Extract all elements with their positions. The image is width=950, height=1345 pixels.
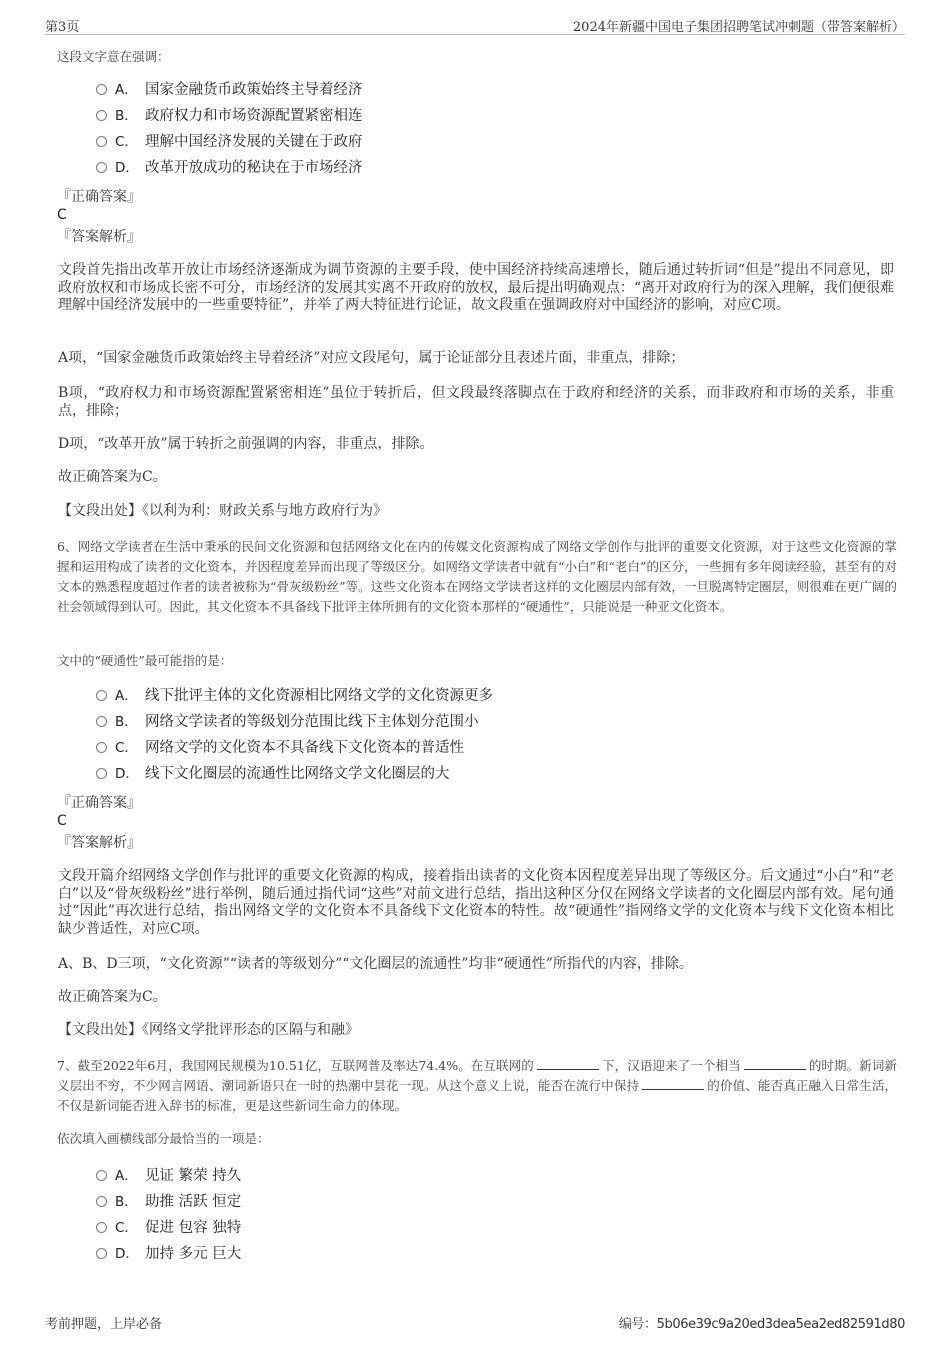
- radio-icon[interactable]: [96, 84, 107, 95]
- q5-option-d[interactable]: D． 改革开放成功的秘诀在于市场经济: [96, 158, 363, 178]
- q7-option-d[interactable]: D． 加持 多元 巨大: [96, 1244, 241, 1264]
- q6-answer-label: 『正确答案』: [57, 795, 141, 811]
- q6-option-a[interactable]: A． 线下批评主体的文化资源相比网络文学的文化资源更多: [96, 686, 493, 706]
- q6-answer: C: [57, 813, 67, 829]
- radio-icon[interactable]: [96, 742, 107, 753]
- q5-option-c[interactable]: C． 理解中国经济发展的关键在于政府: [96, 132, 363, 152]
- q7-option-b[interactable]: B． 助推 活跃 恒定: [96, 1192, 241, 1212]
- blank-2: [744, 1057, 806, 1070]
- q6-prompt: 文中的“硬通性”最可能指的是：: [57, 653, 233, 668]
- q5-analysis-a: A项，“国家金融货币政策始终主导着经济”对应文段尾句，属于论证部分且表述片面，非重点，排除；: [58, 350, 685, 366]
- radio-icon[interactable]: [96, 136, 107, 147]
- q5-conclusion: 故正确答案为C。: [58, 469, 167, 485]
- q6-analysis-label: 『答案解析』: [57, 835, 141, 851]
- q6-analysis-body: 文段开篇介绍网络文学创作与批评的重要文化资源的构成，接着指出读者的文化资本因程度差异出现了等级区分。后文通过“小白”和“老白”以及“骨灰级粉丝”进行举例，随后通过指代词“这些”对前文进行总结，指出这种区分仅在网络文学读者的文化圈层内部有效。尾句通过“因此”再次进行总结，指出网络文学的文化资本不具备线下文化资本的特性。故“硬通性”指网络文学的文化资本与线下文化资本相比缺少普适性，对应C项。: [58, 868, 894, 937]
- page-number: 第3页: [45, 20, 80, 35]
- q6-option-b[interactable]: B． 网络文学读者的等级划分范围比线下主体划分范围小: [96, 712, 479, 732]
- radio-icon[interactable]: [96, 768, 107, 779]
- radio-icon[interactable]: [96, 1170, 107, 1181]
- radio-icon[interactable]: [96, 1222, 107, 1233]
- q5-source: 【文段出处】《以利为利：财政关系与地方政府行为》: [58, 503, 387, 519]
- q7-prompt: 依次填入画横线部分最恰当的一项是：: [57, 1131, 270, 1146]
- radio-icon[interactable]: [96, 110, 107, 121]
- q6-conclusion: 故正确答案为C。: [58, 989, 167, 1005]
- q5-analysis-body: 文段首先指出改革开放让市场经济逐渐成为调节资源的主要手段，使中国经济持续高速增长，随后通过转折词“但是”提出不同意见，即政府放权和市场成长密不可分，市场经济的发展其实离不开政府的放权，最后提出明确观点：“离开对政府行为的深入理解，我们便很难理解中国经济发展中的一些重要特征”，并举了两大特征进行论证，故文段重在强调政府对中国经济的影响，对应C项。: [58, 262, 894, 313]
- radio-icon[interactable]: [96, 1196, 107, 1207]
- q7-option-c[interactable]: C． 促进 包容 独特: [96, 1218, 241, 1238]
- q7-stem: 7、截至2022年6月，我国网民规模为10.51亿，互联网普及率达74.4%。在互联网的 下，汉语迎来了一个相当 的时期。新词新义层出不穷，不少网言网语、潮词新语只在一时的热潮中昙花一现。从这个意义上说，能否在流行中保持 的价值、能否真正融入日常生活，不仅是新词能否进入辞书的标准，更是这些新词生命力的体现。: [57, 1058, 897, 1113]
- q5-prompt: 这段文字意在强调：: [57, 49, 170, 64]
- q6-stem: 6、网络文学读者在生活中秉承的民间文化资源和包括网络文化在内的传媒文化资源构成了网络文学创作与批评的重要文化资源，对于这些文化资源的掌握和运用构成了读者的文化资本，并因程度差异而出现了等级区分。如网络文学读者中就有“小白”和“老白”的区分，一些拥有多年阅读经验，甚至有的对文本的熟悉程度超过作者的读者被称为“骨灰级粉丝”等。这些文化资本在网络文学读者这样的文化圈层内部有效，一旦脱离特定圈层，则很难在更广阔的社会领域得到认可。因此，其文化资本不具备线下批评主体所拥有的文化资本那样的“硬通性”，只能说是一种亚文化资本。: [57, 539, 897, 614]
- radio-icon[interactable]: [96, 1248, 107, 1259]
- q6-source: 【文段出处】《网络文学批评形态的区隔与和融》: [58, 1022, 359, 1038]
- q5-analysis-b: B项，“政府权力和市场资源配置紧密相连”虽位于转折后，但文段最终落脚点在于政府和经济的关系，而非政府和市场的关系，非重点，排除；: [58, 385, 894, 419]
- q7-option-a[interactable]: A． 见证 繁荣 持久: [96, 1166, 241, 1186]
- footer-slogan: 考前押题，上岸必备: [45, 1317, 163, 1332]
- q5-option-a[interactable]: A． 国家金融货币政策始终主导着经济: [96, 80, 363, 100]
- q6-option-d[interactable]: D． 线下文化圈层的流通性比网络文学文化圈层的大: [96, 764, 450, 784]
- radio-icon[interactable]: [96, 716, 107, 727]
- q5-analysis-label: 『答案解析』: [57, 229, 141, 245]
- q5-answer-label: 『正确答案』: [57, 189, 141, 205]
- blank-3: [642, 1077, 704, 1090]
- page-header: [45, 14, 905, 35]
- page-footer: [45, 1311, 905, 1331]
- q5-answer: C: [57, 207, 67, 223]
- blank-1: [537, 1057, 599, 1070]
- q5-analysis-d: D项，“改革开放”属于转折之前强调的内容，非重点，排除。: [58, 436, 434, 452]
- q5-option-b[interactable]: B． 政府权力和市场资源配置紧密相连: [96, 106, 363, 126]
- q6-analysis-abd: A、B、D三项，“文化资源”“读者的等级划分”“文化圈层的流通性”均非“硬通性”所指代的内容，排除。: [58, 956, 693, 972]
- radio-icon[interactable]: [96, 690, 107, 701]
- document-title: 2024年新疆中国电子集团招聘笔试冲刺题（带答案解析）: [572, 20, 905, 35]
- document-code: 编号：5b06e39c9a20ed3dea5ea2ed82591d80: [618, 1317, 905, 1332]
- radio-icon[interactable]: [96, 162, 107, 173]
- q6-option-c[interactable]: C． 网络文学的文化资本不具备线下文化资本的普适性: [96, 738, 464, 758]
